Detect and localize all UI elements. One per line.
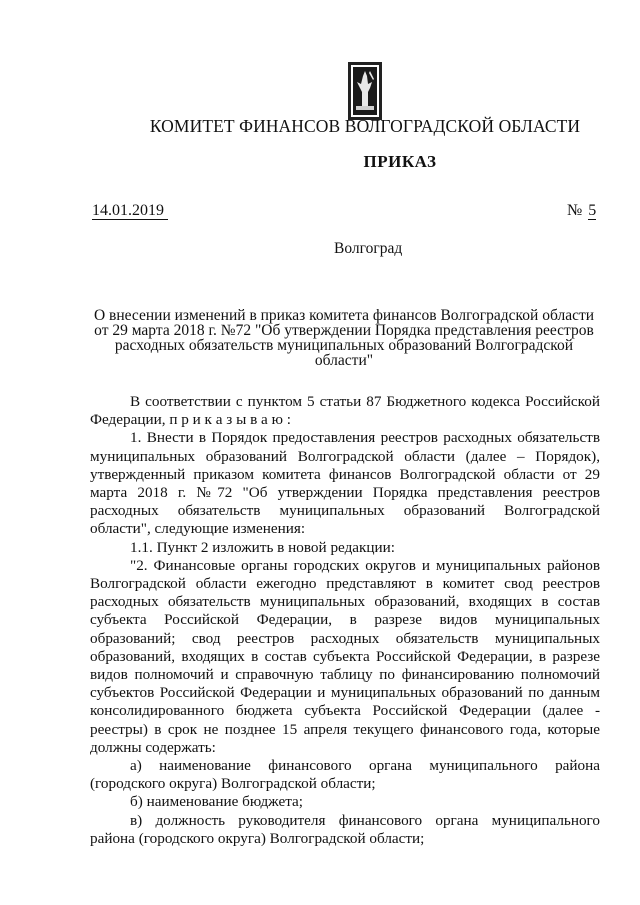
number-label: № <box>567 202 583 219</box>
document-city: Волгоград <box>334 240 403 257</box>
document-heading: О внесении изменений в приказ комитета финансов Волгоградской области от 29 марта 2018 г. №72 "Об утверждении Порядка представления реестров расходных обязательств муниципальных образований Волгоградской области" <box>93 307 595 369</box>
paragraph-sub-v: в) должность руководителя финансового органа муниципального района (городского округа) Волгоградской области; <box>90 811 600 847</box>
paragraph-preamble: В соответствии с пунктом 5 статьи 87 Бюджетного кодекса Российской Федерации, п р и к а з ы в а ю : <box>90 393 600 429</box>
document-date: 14.01.2019 <box>92 203 168 220</box>
committee-name: КОМИТЕТ ФИНАНСОВ ВОЛГОГРАДСКОЙ ОБЛАСТИ <box>149 116 581 136</box>
document-number <box>567 203 596 219</box>
paragraph-sub-a: а) наименование финансового органа муниципального района (городского округа) Волгоградской области; <box>90 757 600 793</box>
document-type: ПРИКАЗ <box>363 152 437 171</box>
paragraph-new-wording: "2. Финансовые органы городских округов и муниципальных районов Волгоградской области ежегодно представляют в комитет свод реестров расходных обязательств муниципальных образований, входящих в состав субъекта Российской Федерации, в разрезе видов муниципальных образований; свод реестров расходных обязательств муниципальных образований, входящих в состав субъекта Российской Федерации, в разрезе видов полномочий и справочную таблицу по финансированию полномочий субъектов Российской Федерации и муниципальных образований по данным консолидированного бюджета субъекта Российской Федерации (далее - реестры) в срок не позднее 15 апреля текущего финансового года, которые должны содержать: <box>90 556 600 756</box>
document-body <box>90 393 600 848</box>
number-value: 5 <box>588 202 597 219</box>
paragraph-item-1-1: 1.1. Пункт 2 изложить в новой редакции: <box>130 538 396 556</box>
paragraph-sub-b: б) наименование бюджета; <box>130 793 304 811</box>
volgograd-coat-of-arms-icon <box>348 62 382 120</box>
paragraph-item-1: 1. Внести в Порядок предоставления реестров расходных обязательств муниципальных образований Волгоградской области (далее – Порядок), утвержденный приказом комитета финансов Волгоградской области от 29 марта 2018 г. №72 "Об утверждении Порядка представления реестров расходных обязательств муниципальных образований Волгоградской области", следующие изменения: <box>90 429 600 538</box>
